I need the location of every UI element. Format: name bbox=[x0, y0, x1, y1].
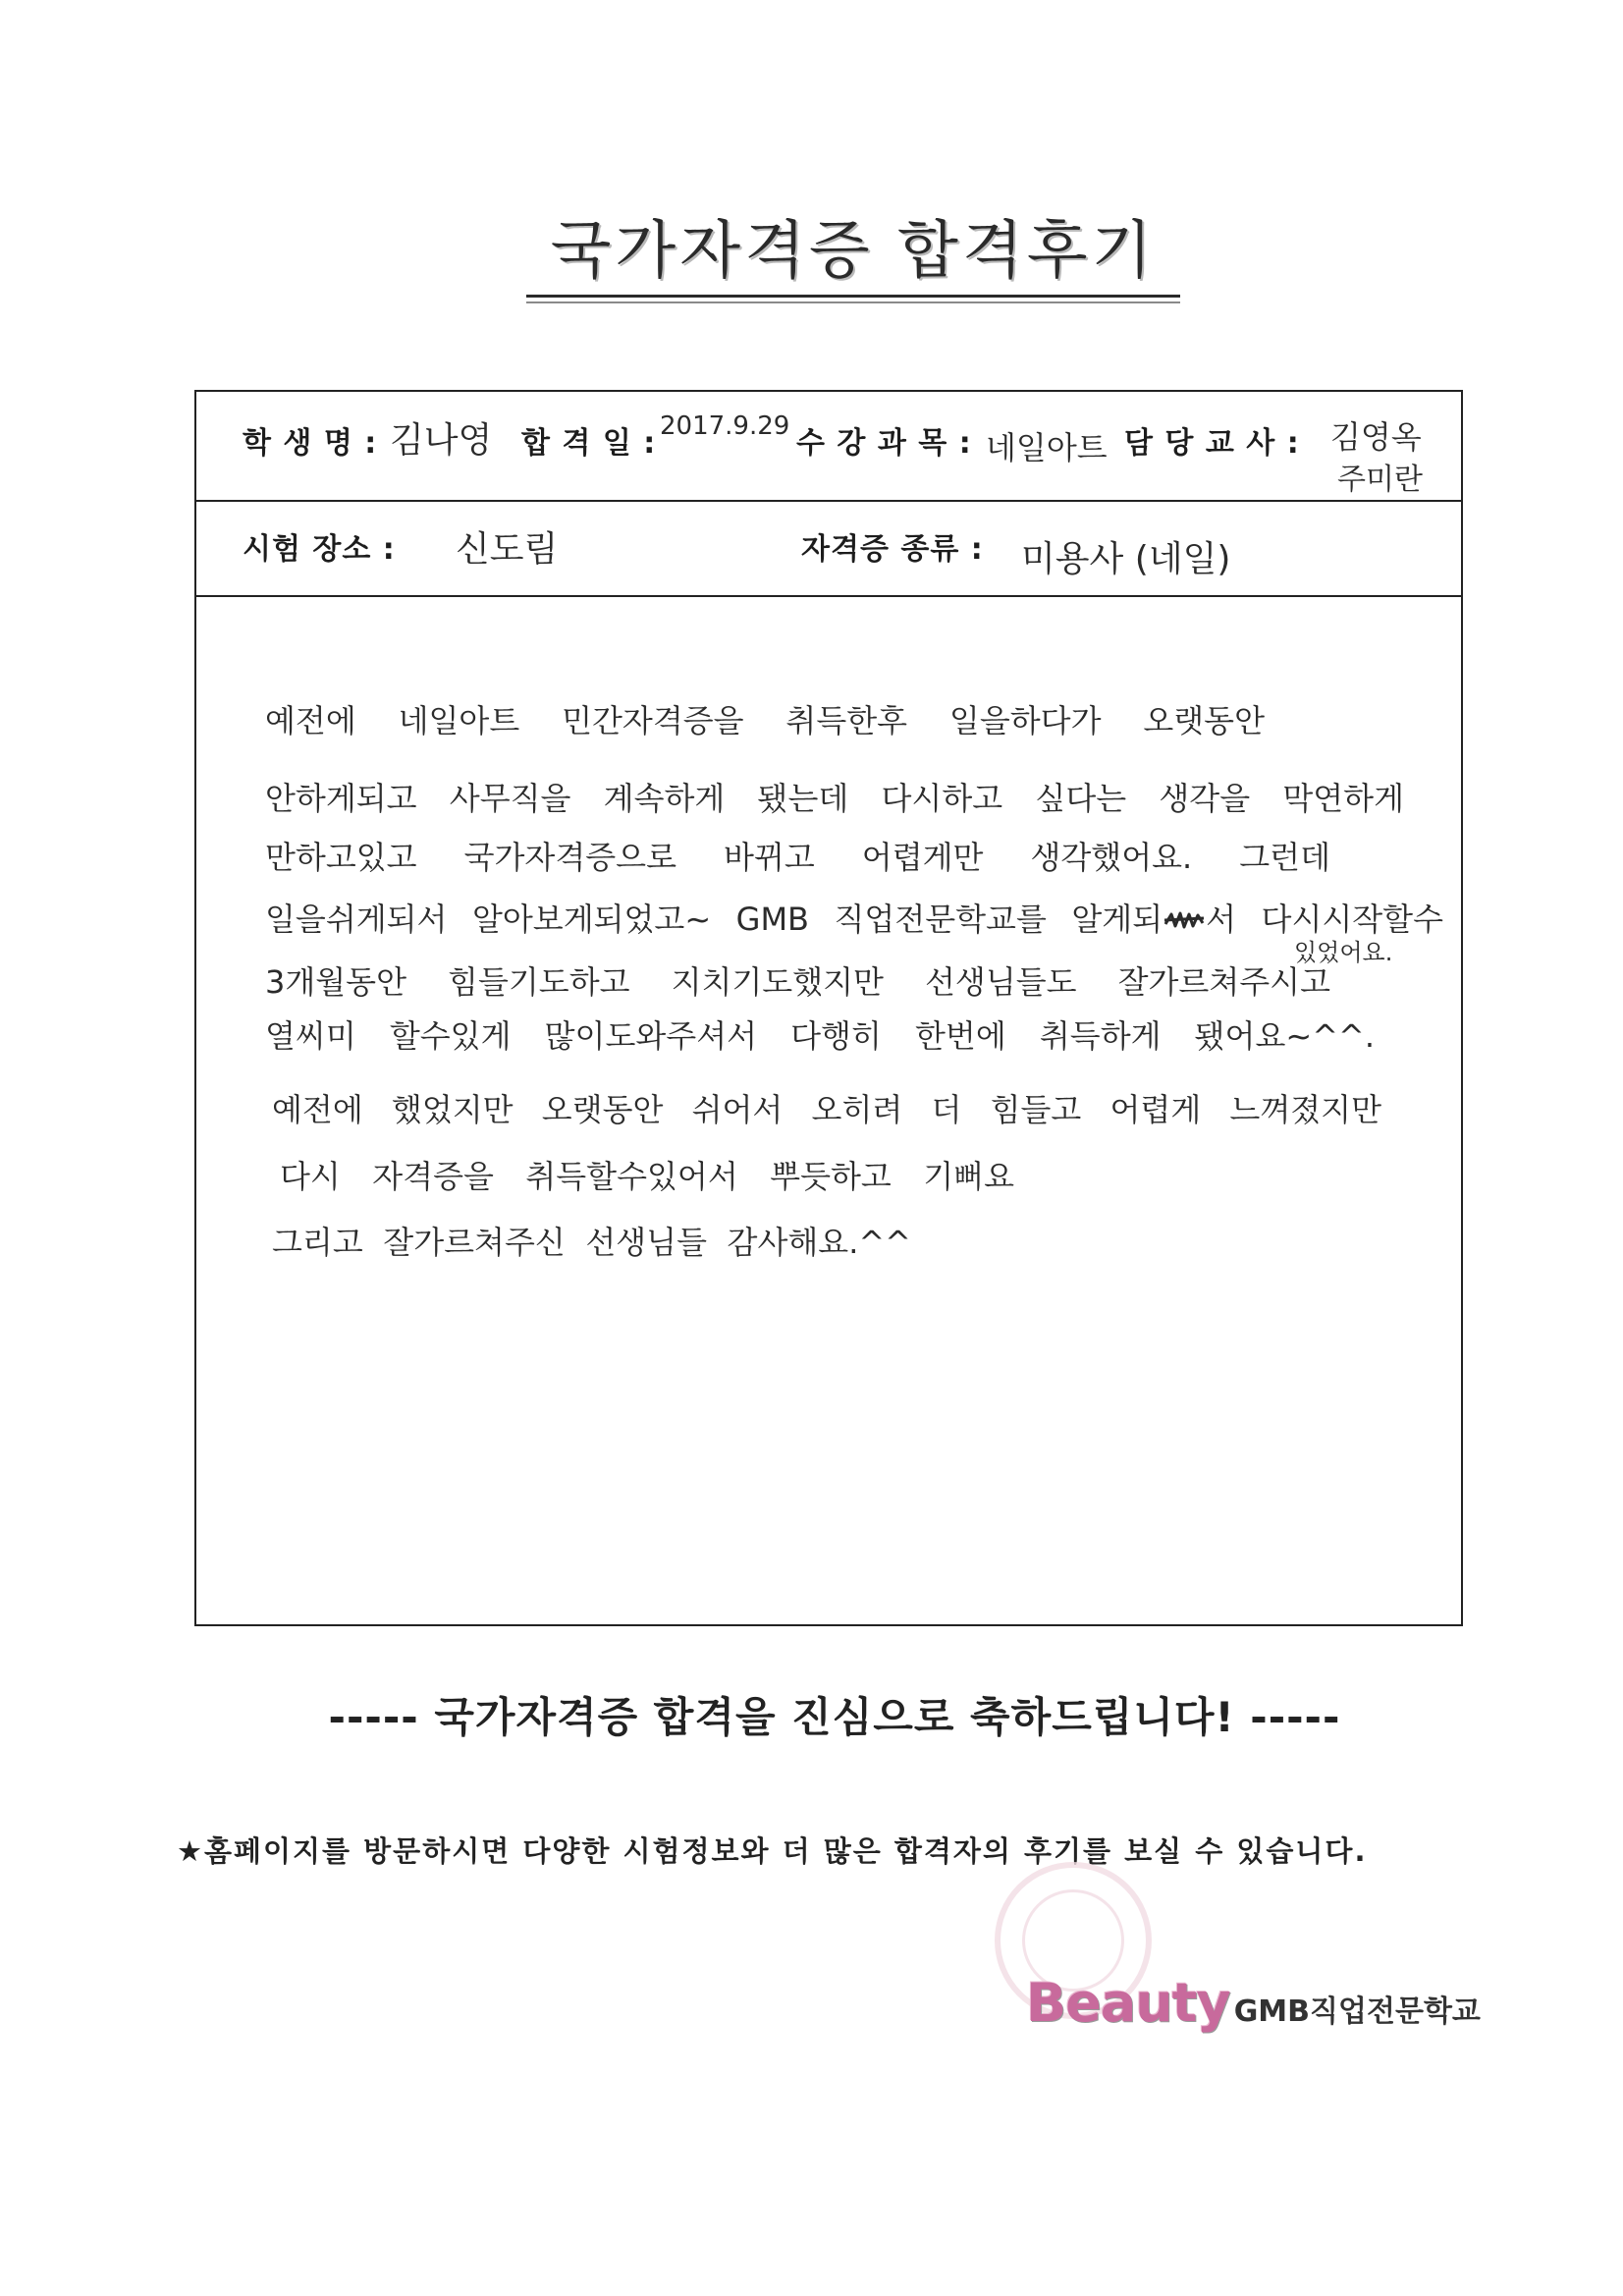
review-line-4-continuation: 있었어요. bbox=[1294, 939, 1393, 966]
scribble-mark bbox=[1163, 906, 1205, 936]
review-line-6: 열씨미 할수있게 많이도와주셔서 다행히 한번에 취득하게 됐어요~^^. bbox=[265, 1017, 1375, 1055]
exam-site-label: 시험 장소 : bbox=[243, 532, 396, 567]
congratulations-banner: ----- 국가자격증 합격을 진심으로 축하드립니다! ----- bbox=[328, 1693, 1341, 1741]
student-name-label: 학 생 명 : bbox=[243, 426, 378, 461]
exam-row-divider bbox=[194, 595, 1463, 597]
review-form-box bbox=[194, 390, 1463, 1626]
title-underline bbox=[526, 295, 1180, 303]
review-line-2: 안하게되고 사무직을 계속하게 됐는데 다시하고 싶다는 생각을 막연하게 bbox=[265, 780, 1404, 817]
review-line-4 bbox=[265, 903, 1443, 936]
cert-type-label: 자격증 종류 : bbox=[801, 532, 984, 567]
logo-brand-text: Beauty bbox=[1026, 1972, 1230, 2034]
pass-date-label: 합 격 일 : bbox=[521, 426, 657, 461]
teacher-name-1: 김영옥 bbox=[1330, 418, 1422, 456]
school-logo bbox=[1026, 1972, 1481, 2034]
course-value: 네일아트 bbox=[986, 429, 1108, 466]
exam-site-value: 신도림 bbox=[456, 529, 559, 570]
homepage-notice: ★홈페이지를 방문하시면 다양한 시험정보와 더 많은 합격자의 후기를 보실 수 있습니다. bbox=[177, 1834, 1368, 1868]
cert-type-value: 미용사 (네일) bbox=[1021, 539, 1231, 579]
teacher-name-2: 주미란 bbox=[1337, 463, 1423, 497]
student-name-value: 김나영 bbox=[390, 420, 493, 461]
review-line-5: 3개월동안 힘들기도하고 지치기도했지만 선생님들도 잘가르쳐주시고 bbox=[265, 963, 1330, 1001]
review-line-3: 만하고있고 국가자격증으로 바뀌고 어렵게만 생각했어요. 그런데 bbox=[265, 839, 1330, 876]
review-line-8: 다시 자격증을 취득할수있어서 뿌듯하고 기뻐요 bbox=[280, 1158, 1014, 1195]
review-line-7: 예전에 했었지만 오랫동안 쉬어서 오히려 더 힘들고 어렵게 느껴졌지만 bbox=[272, 1091, 1381, 1128]
header-row-divider bbox=[194, 500, 1463, 502]
review-line-4-end: 서 다시시작할수 bbox=[1206, 901, 1444, 938]
review-line-9: 그리고 잘가르쳐주신 선생님들 감사해요.^^ bbox=[272, 1224, 911, 1261]
logo-school-name: GMB직업전문학교 bbox=[1233, 1995, 1481, 2029]
document-title: 국가자격증 합격후기 bbox=[550, 215, 1157, 288]
review-line-1: 예전에 네일아트 민간자격증을 취득한후 일을하다가 오랫동안 bbox=[265, 702, 1265, 739]
course-label: 수 강 과 목 : bbox=[796, 426, 972, 461]
pass-date-value: 2017.9.29 bbox=[660, 411, 790, 441]
teacher-label: 담 당 교 사 : bbox=[1124, 426, 1300, 461]
review-line-4-start: 일을쉬게되서 알아보게되었고~ GMB 직업전문학교를 알게되 bbox=[265, 901, 1163, 938]
